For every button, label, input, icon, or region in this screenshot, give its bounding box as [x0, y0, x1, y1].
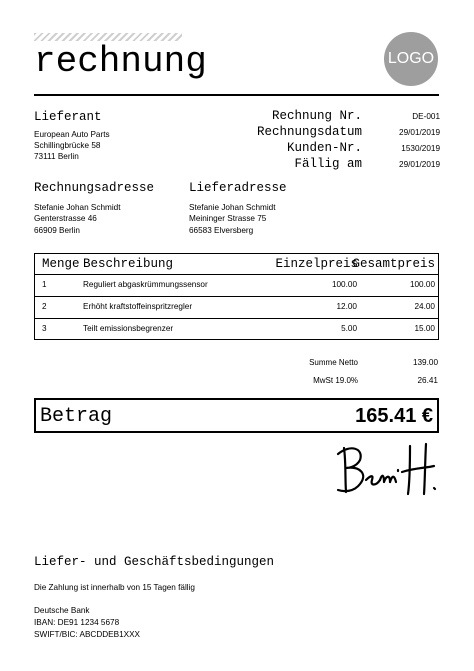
col-unit-header: Einzelpreis — [275, 257, 358, 271]
shipping-line: Stefanie Johan Schmidt — [189, 203, 276, 212]
cell-unit: 100.00 — [331, 280, 357, 289]
vat-value: 26.41 — [417, 376, 438, 385]
meta-label: Rechnungsdatum — [256, 125, 362, 139]
cell-unit: 12.00 — [336, 302, 357, 311]
logo-text: LOGO — [387, 50, 435, 67]
meta-value: DE-001 — [412, 112, 440, 121]
billing-heading: Rechnungsadresse — [34, 181, 155, 195]
billing-line: Genterstrasse 46 — [34, 214, 97, 223]
cell-qty: 3 — [42, 324, 47, 333]
col-total-header: Gesamtpreis — [352, 257, 435, 271]
vat-label: MwSt 19.0% — [313, 376, 358, 385]
billing-line: Stefanie Johan Schmidt — [34, 203, 121, 212]
meta-label: Rechnung Nr. — [271, 109, 362, 123]
logo — [384, 32, 438, 86]
cell-unit: 5.00 — [341, 324, 357, 333]
bank-line: Deutsche Bank — [34, 606, 90, 615]
meta-label: Kunden-Nr. — [286, 141, 362, 155]
cell-desc: Reguliert abgaskrümmungssensor — [83, 280, 208, 289]
table-row — [35, 318, 438, 340]
cell-desc: Erhöht kraftstoffeinspritzregler — [83, 302, 193, 311]
shipping-line: Meininger Strasse 75 — [189, 214, 267, 223]
cell-total: 100.00 — [409, 280, 435, 289]
billing-line: 66909 Berlin — [34, 226, 80, 235]
bank-line: SWIFT/BIC: ABCDDEB1XXX — [34, 630, 141, 639]
net-total-value: 139.00 — [412, 358, 438, 367]
invoice-number-row — [180, 109, 440, 125]
amount-value: 165.41 € — [355, 405, 433, 427]
bank-line: IBAN: DE91 1234 5678 — [34, 618, 120, 627]
header-divider — [34, 94, 439, 96]
net-total-label: Summe Netto — [309, 358, 358, 367]
net-total-row — [268, 358, 438, 367]
terms-heading: Liefer- und Geschäftsbedingungen — [34, 555, 275, 569]
cell-total: 24.00 — [414, 302, 435, 311]
customer-number-row — [180, 141, 440, 157]
cell-total: 15.00 — [414, 324, 435, 333]
page-title: rechnung — [34, 41, 207, 82]
amount-box — [34, 398, 439, 433]
meta-value: 1530/2019 — [401, 144, 440, 153]
supplier-line: European Auto Parts — [34, 130, 110, 139]
meta-label: Fällig am — [294, 157, 362, 171]
supplier-line: Schillingbrücke 58 — [34, 141, 101, 150]
meta-value: 29/01/2019 — [399, 128, 440, 137]
cell-qty: 2 — [42, 302, 47, 311]
table-row — [35, 274, 438, 297]
table-header — [35, 254, 438, 275]
due-date-row — [180, 157, 440, 173]
items-table — [34, 253, 439, 340]
payment-terms: Die Zahlung ist innerhalb von 15 Tagen fällig — [34, 583, 195, 592]
col-desc-header: Beschreibung — [83, 257, 174, 271]
invoice-date-row — [180, 125, 440, 141]
amount-label: Betrag — [40, 405, 113, 428]
signature-image — [330, 440, 440, 500]
col-qty-header: Menge — [42, 257, 80, 271]
shipping-line: 66583 Elversberg — [189, 226, 254, 235]
meta-value: 29/01/2019 — [399, 160, 440, 169]
cell-desc: Teilt emissionsbegrenzer — [83, 324, 174, 333]
vat-row — [268, 376, 438, 385]
supplier-line: 73111 Berlin — [34, 152, 79, 161]
cell-qty: 1 — [42, 280, 47, 289]
shipping-heading: Lieferadresse — [189, 181, 287, 195]
table-row — [35, 296, 438, 319]
supplier-heading: Lieferant — [34, 110, 102, 124]
